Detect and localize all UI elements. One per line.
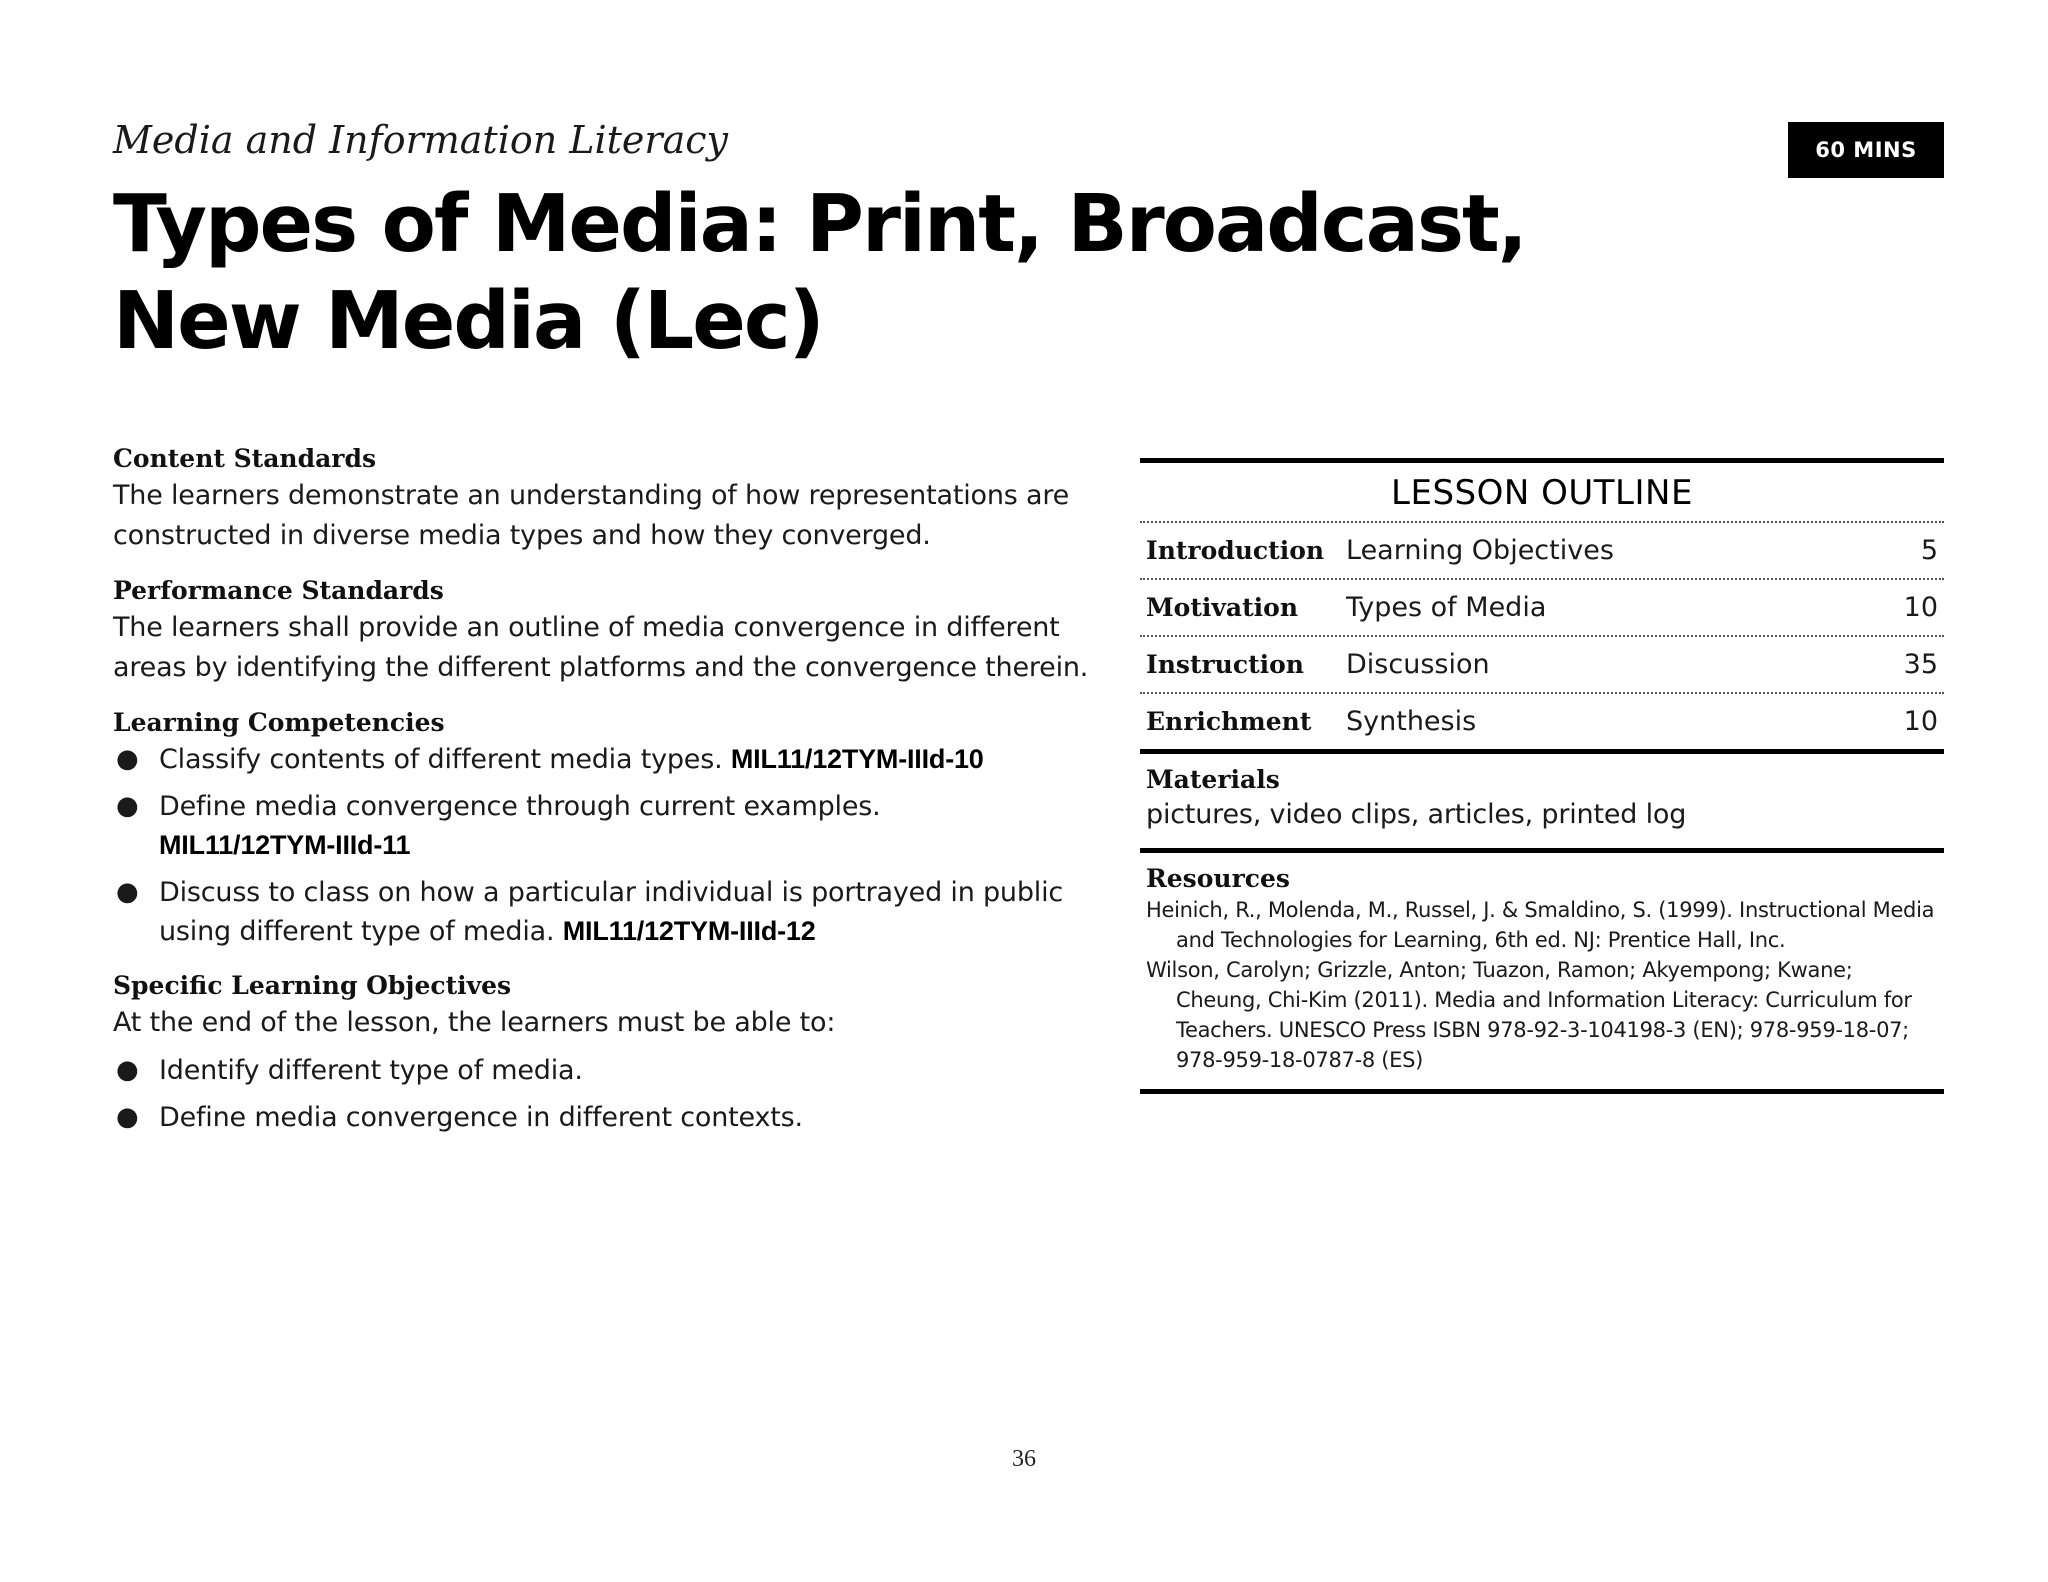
lesson-outline-panel: [1140, 458, 1944, 1094]
lesson-outline-heading: LESSON OUTLINE: [1391, 473, 1693, 513]
duration-badge: 60 MINS: [1788, 122, 1944, 178]
table-row: [1140, 694, 1944, 749]
specific-objectives-intro: At the end of the lesson, the learners must be able to:: [113, 1007, 836, 1038]
competency-text: Define media convergence through current examples.: [159, 791, 881, 822]
outline-minutes: 10: [1903, 706, 1938, 737]
outline-phase: Instruction: [1146, 650, 1304, 679]
objective-text: Identify different type of media.: [159, 1055, 583, 1086]
standards-column: [113, 442, 1103, 1155]
table-row: [1140, 580, 1944, 635]
list-item: [113, 787, 1103, 865]
outline-activity: Discussion: [1346, 649, 1490, 680]
materials-text: pictures, video clips, articles, printed log: [1146, 799, 1687, 830]
outline-activity: Synthesis: [1346, 706, 1477, 737]
resource-reference: Wilson, Carolyn; Grizzle, Anton; Tuazon, Ramon; Akyempong; Kwane; Cheung, Chi-Kim (2011). Media and Information Literacy: Curriculum for Teachers. UNESCO Press ISBN 978-92-3-104198-3 (EN); 978-959-18-07; 978-959-18-0787-8 (ES): [1146, 958, 1912, 1072]
competency-text: Classify contents of different media types.: [159, 744, 723, 775]
outline-activity: Learning Objectives: [1346, 535, 1614, 566]
outline-activity: Types of Media: [1346, 592, 1547, 623]
specific-objectives-section: [113, 969, 1103, 1137]
objectives-list: [113, 1051, 1103, 1137]
table-row: [1140, 637, 1944, 692]
outline-phase: Introduction: [1146, 536, 1325, 565]
competency-code: MIL11/12TYM-IIId-12: [562, 916, 816, 946]
lesson-title: Types of Media: Print, Broadcast, New Media (Lec): [113, 178, 1526, 367]
resources-section: [1140, 853, 1944, 1089]
materials-section: [1140, 754, 1944, 848]
outline-phase: Motivation: [1146, 593, 1299, 622]
performance-standards-heading: Performance Standards: [113, 576, 444, 605]
bullet-icon: ●: [116, 791, 139, 821]
competency-text: Discuss to class on how a particular individual is portrayed in public using different type of media.: [159, 877, 1064, 947]
resource-reference: Heinich, R., Molenda, M., Russel, J. & Smaldino, S. (1999). Instructional Media and Technologies for Learning, 6th ed. NJ: Prentice Hall, Inc.: [1146, 898, 1935, 952]
specific-objectives-heading: Specific Learning Objectives: [113, 971, 512, 1000]
outline-minutes: 35: [1903, 649, 1938, 680]
content-standards-text: The learners demonstrate an understanding of how representations are constructed in diverse media types and how they converged.: [113, 480, 1070, 551]
bullet-icon: ●: [116, 877, 139, 907]
resources-heading: Resources: [1146, 864, 1290, 893]
competencies-list: [113, 740, 1103, 951]
competency-code: MIL11/12TYM-IIId-10: [730, 744, 984, 774]
outline-minutes: 5: [1920, 535, 1938, 566]
bullet-icon: ●: [116, 1102, 139, 1132]
list-item: [113, 1098, 1103, 1137]
performance-standards-text: The learners shall provide an outline of media convergence in different areas by identifying the different platforms and the convergence therein.: [113, 612, 1089, 683]
table-row: [1140, 523, 1944, 578]
subject-name: Media and Information Literacy: [113, 118, 728, 162]
page-number: 36: [1012, 1446, 1036, 1472]
divider: [1140, 1089, 1944, 1094]
learning-competencies-section: [113, 706, 1103, 951]
list-item: [113, 740, 1103, 779]
outline-phase: Enrichment: [1146, 707, 1312, 736]
content-standards-heading: Content Standards: [113, 444, 377, 473]
performance-standards-section: [113, 574, 1103, 688]
outline-minutes: 10: [1903, 592, 1938, 623]
bullet-icon: ●: [116, 744, 139, 774]
list-item: [113, 873, 1103, 951]
learning-competencies-heading: Learning Competencies: [113, 708, 445, 737]
list-item: [113, 1051, 1103, 1090]
content-standards-section: [113, 442, 1103, 556]
bullet-icon: ●: [116, 1055, 139, 1085]
objective-text: Define media convergence in different contexts.: [159, 1102, 803, 1133]
materials-heading: Materials: [1146, 765, 1280, 794]
competency-code: MIL11/12TYM-IIId-11: [159, 830, 411, 860]
